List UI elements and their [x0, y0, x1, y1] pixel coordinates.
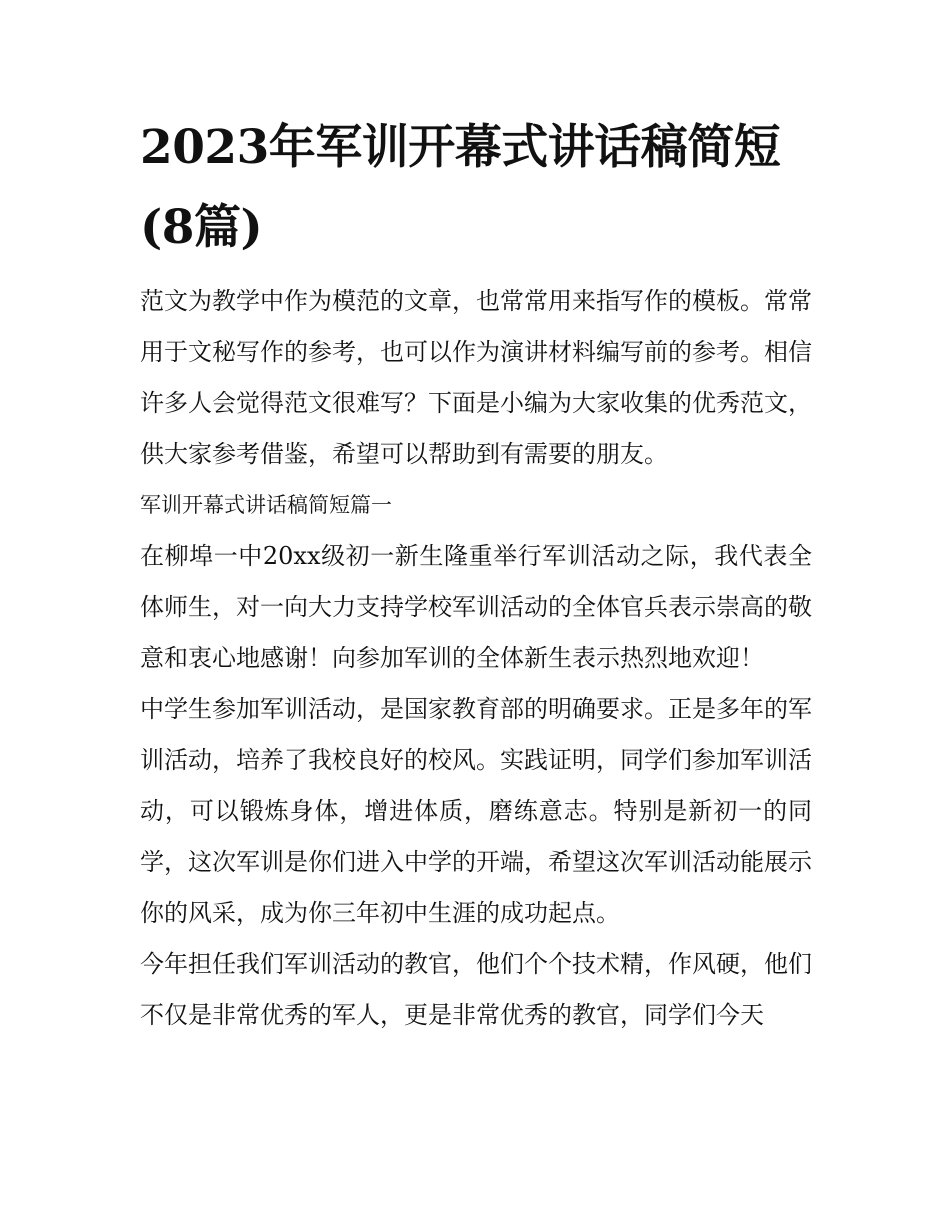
body-paragraph: 在柳埠一中20xx级初一新生隆重举行军训活动之际，我代表全体师生，对一向大力支持学校军训活动的全体官兵表示崇高的敬意和衷心地感谢！向参加军训的全体新生表示热烈地欢迎！ — [140, 542, 812, 672]
intro-paragraph: 范文为教学中作为模范的文章，也常常用来指写作的模板。常常用于文秘写作的参考，也可以作为演讲材料编写前的参考。相信许多人会觉得范文很难写？下面是小编为大家收集的优秀范文，供大家参考借鉴，希望可以帮助到有需要的朋友。 — [140, 287, 812, 468]
body-paragraph: 中学生参加军训活动，是国家教育部的明确要求。正是多年的军训活动，培养了我校良好的校风。实践证明，同学们参加军训活动，可以锻炼身体，增进体质，磨练意志。特别是新初一的同学，这次军训是你们进入中学的开端，希望这次军训活动能展示你的风采，成为你三年初中生涯的成功起点。 — [140, 695, 812, 927]
body-paragraph: 今年担任我们军训活动的教官，他们个个技术精，作风硬，他们不仅是非常优秀的军人，更是非常优秀的教官，同学们今天 — [140, 950, 812, 1029]
document-title: 2023年军训开幕式讲话稿简短(8篇) — [140, 120, 781, 255]
section-heading: 军训开幕式讲话稿简短篇一 — [140, 493, 392, 517]
document-body — [140, 276, 812, 1041]
